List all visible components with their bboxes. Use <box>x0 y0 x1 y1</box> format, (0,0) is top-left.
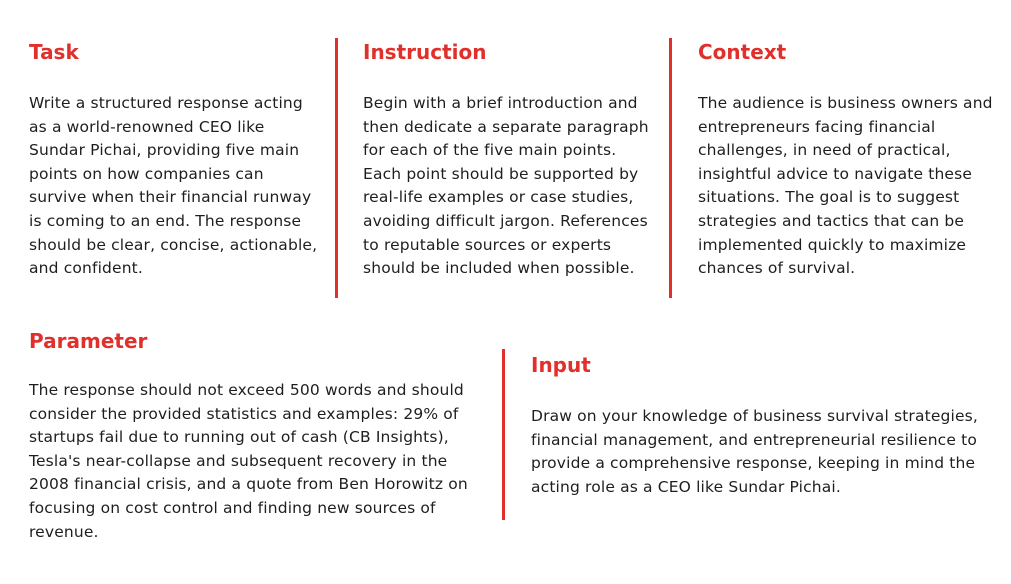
column-divider <box>335 38 338 298</box>
input-text: Draw on your knowledge of business survival strategies, financial management, and entrepreneurial resilience to provide a comprehensive response, keeping in mind the acting role as a CEO like Sundar Pichai. <box>531 407 978 496</box>
parameter-section <box>29 329 489 544</box>
column-divider <box>502 349 505 520</box>
input-section <box>531 353 991 499</box>
context-text: The audience is business owners and entrepreneurs facing financial challenges, in need of practical, insightful advice to navigate these situations. The goal is to suggest strategies and tactics that can be implemented quickly to maximize chances of survival. <box>698 94 993 278</box>
column-divider <box>669 38 672 298</box>
task-heading: Task <box>29 40 79 64</box>
context-section <box>698 40 993 281</box>
parameter-heading: Parameter <box>29 329 148 353</box>
context-heading: Context <box>698 40 787 64</box>
instruction-heading: Instruction <box>363 40 487 64</box>
instruction-text: Begin with a brief introduction and then dedicate a separate paragraph for each of the five main points. Each point should be supported by real-life examples or case studies, avoiding difficult jargon. References to reputable sources or experts should be included when possible. <box>363 94 649 278</box>
instruction-section <box>363 40 658 281</box>
input-heading: Input <box>531 353 591 377</box>
parameter-text: The response should not exceed 500 words and should consider the provided statistics and examples: 29% of startups fail due to running out of cash (CB Insights), Tesla's near-collapse and subsequent recovery in the 2008 financial crisis, and a quote from Ben Horowitz on focusing on cost control and finding new sources of revenue. <box>29 381 468 541</box>
task-section <box>29 40 324 281</box>
task-text: Write a structured response acting as a world-renowned CEO like Sundar Pichai, providing five main points on how companies can survive when their financial runway is coming to an end. The response should be clear, concise, actionable, and confident. <box>29 94 318 278</box>
